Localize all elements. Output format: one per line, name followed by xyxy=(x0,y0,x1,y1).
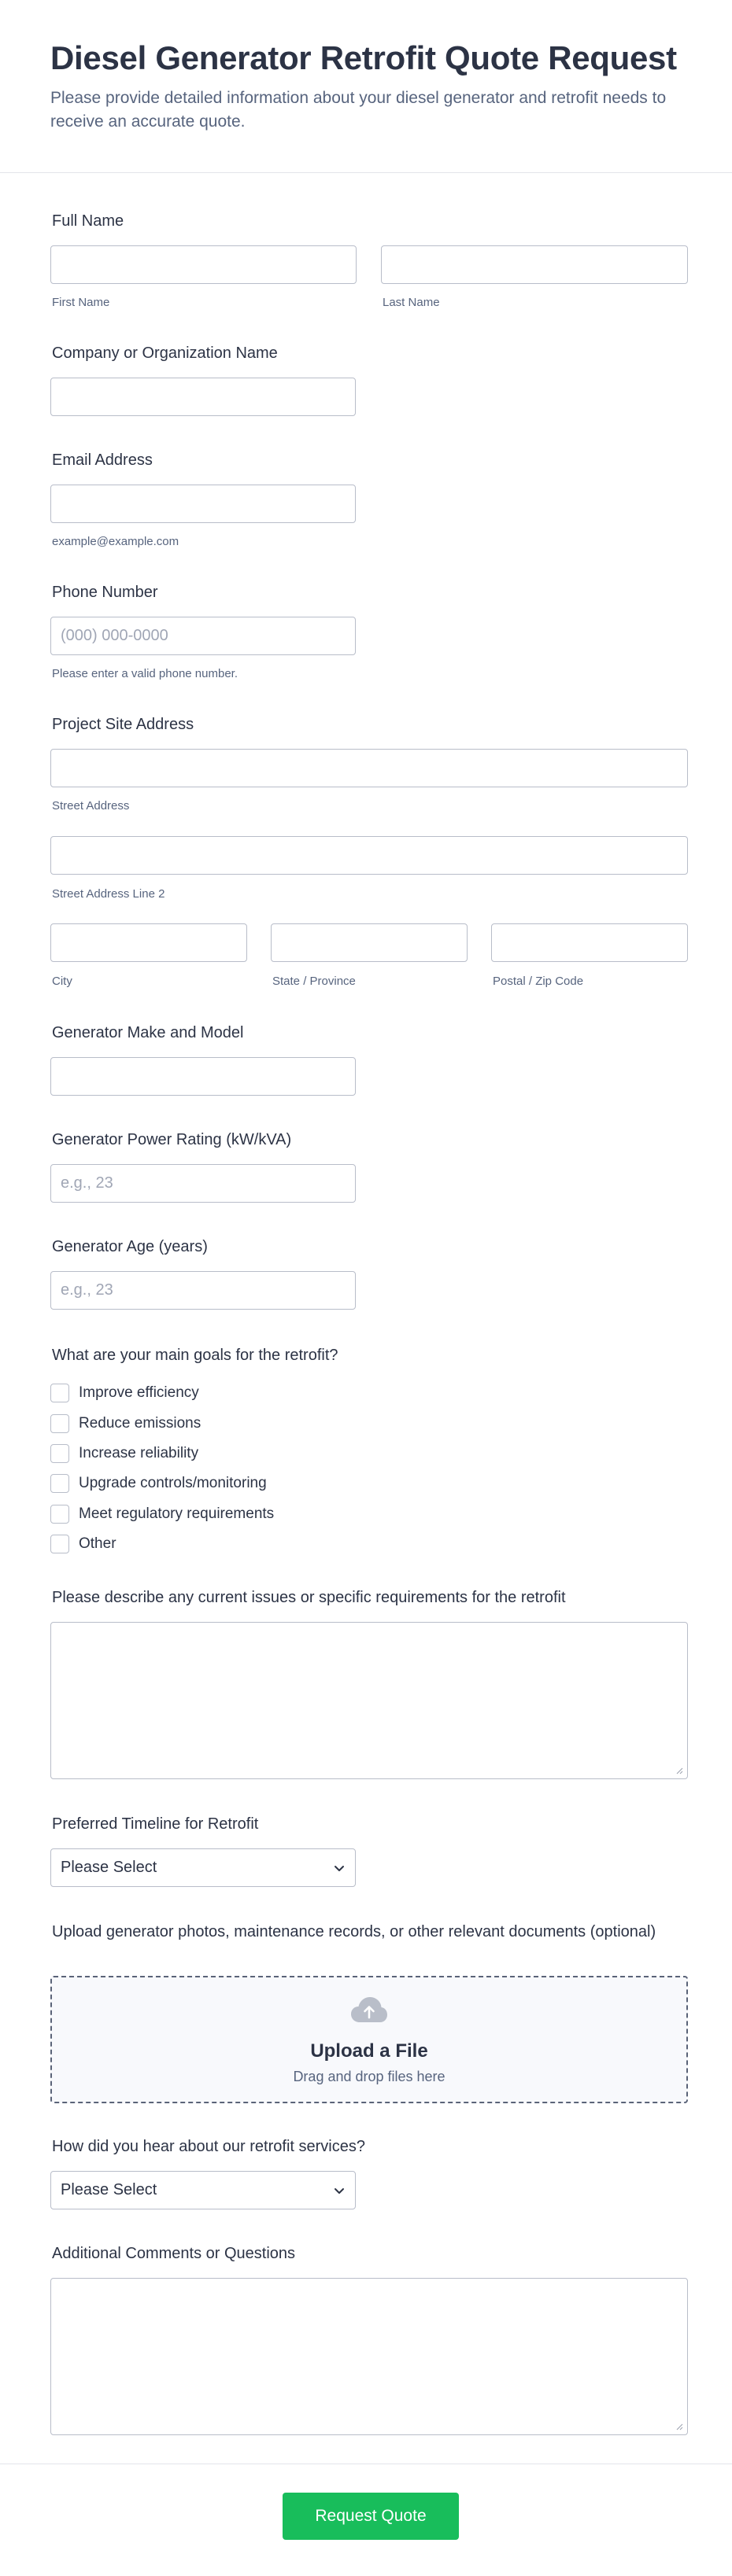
company-label: Company or Organization Name xyxy=(52,345,278,362)
company-input[interactable] xyxy=(50,378,356,416)
page-title: Diesel Generator Retrofit Quote Request xyxy=(50,39,677,76)
goal-option-label: Upgrade controls/monitoring xyxy=(79,1475,267,1492)
make-model-label: Generator Make and Model xyxy=(52,1024,244,1041)
goals-checkbox-group xyxy=(50,1378,274,1559)
full-name-label: Full Name xyxy=(52,212,124,230)
phone-input[interactable] xyxy=(50,617,356,655)
goal-option[interactable] xyxy=(50,1499,274,1529)
goal-option-label: Increase reliability xyxy=(79,1444,199,1461)
goal-option[interactable] xyxy=(50,1408,274,1438)
last-name-hint: Last Name xyxy=(383,296,440,309)
cloud-upload-icon xyxy=(350,1996,388,2023)
last-name-input[interactable] xyxy=(381,245,688,284)
issues-label: Please describe any current issues or specific requirements for the retrofit xyxy=(52,1589,566,1606)
issues-textarea[interactable] xyxy=(50,1622,688,1779)
resize-handle-icon[interactable] xyxy=(675,2423,683,2430)
goal-option-label: Meet regulatory requirements xyxy=(79,1505,275,1522)
referral-select[interactable] xyxy=(50,2171,356,2209)
goal-option-label: Improve efficiency xyxy=(79,1384,199,1402)
comments-textarea[interactable] xyxy=(50,2278,688,2435)
goals-label: What are your main goals for the retrofit? xyxy=(52,1347,338,1364)
referral-label: How did you hear about our retrofit services? xyxy=(52,2138,365,2155)
phone-label: Phone Number xyxy=(52,584,158,601)
street-address-line2-input[interactable] xyxy=(50,836,688,875)
email-hint: example@example.com xyxy=(52,535,179,548)
goal-option[interactable] xyxy=(50,1469,274,1498)
timeline-select[interactable] xyxy=(50,1848,356,1887)
form-footer xyxy=(0,2464,732,2576)
first-name-input[interactable] xyxy=(50,245,357,284)
city-input[interactable] xyxy=(50,923,247,962)
request-quote-button[interactable]: Request Quote xyxy=(283,2493,459,2540)
goal-option[interactable] xyxy=(50,1378,274,1408)
checkbox[interactable] xyxy=(50,1444,69,1463)
city-hint: City xyxy=(52,975,72,988)
zip-hint: Postal / Zip Code xyxy=(493,975,584,988)
make-model-input[interactable] xyxy=(50,1057,356,1096)
checkbox[interactable] xyxy=(50,1535,69,1553)
resize-handle-icon[interactable] xyxy=(675,1767,683,1774)
file-upload-dropzone[interactable] xyxy=(50,1976,688,2103)
upload-description: Drag and drop files here xyxy=(293,2069,445,2084)
page-subtitle: Please provide detailed information about your diesel generator and retrofit needs to receive an accurate quote. xyxy=(50,89,667,131)
generator-age-input[interactable] xyxy=(50,1271,356,1310)
goal-option[interactable] xyxy=(50,1439,274,1469)
first-name-hint: First Name xyxy=(52,296,110,309)
generator-age-label: Generator Age (years) xyxy=(52,1238,208,1255)
goal-option[interactable] xyxy=(50,1529,274,1559)
checkbox[interactable] xyxy=(50,1505,69,1524)
goal-option-label: Other xyxy=(79,1535,116,1553)
zip-input[interactable] xyxy=(491,923,688,962)
checkbox[interactable] xyxy=(50,1414,69,1433)
referral-selected-value: Please Select xyxy=(61,2181,157,2198)
checkbox[interactable] xyxy=(50,1384,69,1402)
chevron-down-icon xyxy=(333,1862,346,1874)
timeline-label: Preferred Timeline for Retrofit xyxy=(52,1815,259,1833)
street-address-hint: Street Address xyxy=(52,799,130,813)
timeline-selected-value: Please Select xyxy=(61,1859,157,1876)
chevron-down-icon xyxy=(333,2184,346,2197)
power-rating-label: Generator Power Rating (kW/kVA) xyxy=(52,1131,292,1148)
comments-label: Additional Comments or Questions xyxy=(52,2245,296,2262)
state-hint: State / Province xyxy=(272,975,356,988)
address-label: Project Site Address xyxy=(52,716,194,733)
state-input[interactable] xyxy=(271,923,468,962)
goal-option-label: Reduce emissions xyxy=(79,1414,201,1432)
email-label: Email Address xyxy=(52,451,153,469)
checkbox[interactable] xyxy=(50,1474,69,1493)
upload-title: Upload a File xyxy=(310,2040,428,2062)
street-address-line2-hint: Street Address Line 2 xyxy=(52,887,165,901)
form-header xyxy=(0,0,732,173)
power-rating-input[interactable] xyxy=(50,1164,356,1203)
email-input[interactable] xyxy=(50,485,356,523)
street-address-input[interactable] xyxy=(50,749,688,787)
upload-label: Upload generator photos, maintenance records, or other relevant documents (optional) xyxy=(52,1923,656,1940)
phone-hint: Please enter a valid phone number. xyxy=(52,667,238,680)
